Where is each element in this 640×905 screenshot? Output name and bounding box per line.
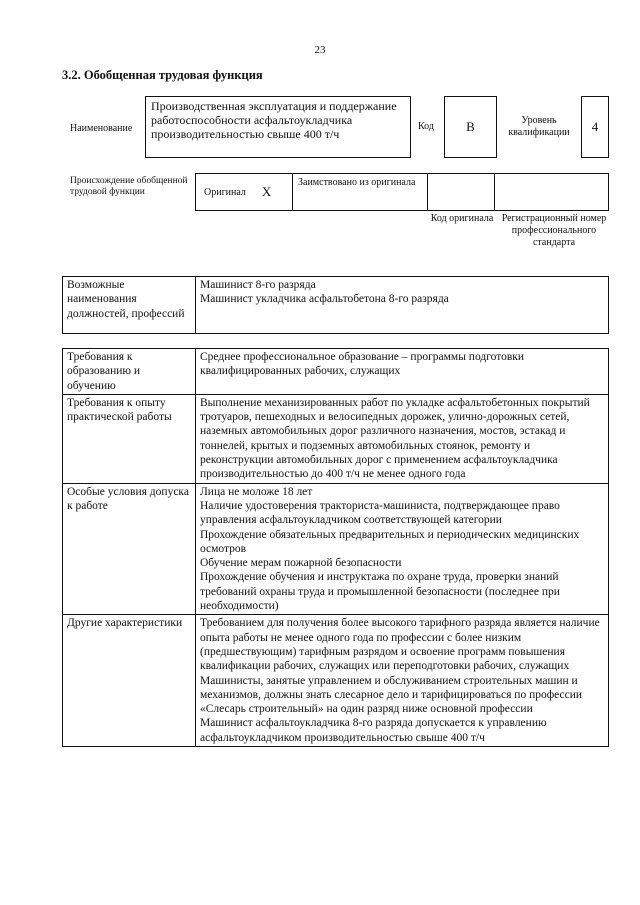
requirement-line: Прохождение обязательных предварительных и периодических медицинских осмотров — [200, 528, 580, 555]
requirement-line: Среднее профессиональное образование – программы подготовки квалифицированных рабочих, служащих — [200, 351, 525, 378]
origin-reg-cell — [495, 174, 608, 210]
origin-original-label: Оригинал — [204, 186, 246, 198]
code-value: B — [444, 96, 497, 158]
positions-table — [62, 276, 609, 334]
origin-original-mark: X — [261, 184, 272, 199]
positions-label: Возможные наименования должностей, профессий — [63, 277, 196, 334]
origin-original-cell — [196, 174, 293, 210]
level-label: Уровень квалификации — [508, 115, 570, 138]
origin-label: Происхождение обобщенной трудовой функции — [70, 176, 188, 197]
requirement-line: Выполнение механизированных работ по укладке асфальтобетонных покрытий тротуаров, пешеходных и велосипедных дорожек, улично-дорожных сетей, наземных автомобильных дорог различного назначения, мостов, эстакад и тоннелей, крытых и подземных автомобильных стоянок, ремонту и реконструкции автомобильных дорог с применением асфальтоукладчика производительностью до 400 т/ч не менее одного года — [200, 396, 590, 481]
section-title: 3.2. Обобщенная трудовая функция — [62, 68, 263, 82]
requirement-label: Требования к образованию и обучению — [63, 349, 196, 395]
name-value: Производственная эксплуатация и поддержание работоспособности асфальтоукладчика производительностью свыше 400 т/ч — [145, 96, 411, 158]
requirement-value — [196, 615, 609, 747]
position-item: Машинист 8-го разряда — [200, 279, 316, 291]
page-number: 23 — [314, 44, 326, 56]
requirement-row-experience — [63, 394, 609, 483]
origin-reg-label: Регистрационный номер профессионального стандарта — [501, 213, 607, 248]
requirement-line: Обучение мерам пожарной безопасности — [200, 557, 402, 570]
requirement-line: Требованием для получения более высокого тарифного разряда является наличие опыта работы не менее одного года по профессии с более низким (предшествующим) тарифным разрядом и освоение программ повышения квалификации рабочих, служащих или переподготовки рабочих, служащих — [200, 617, 600, 673]
positions-value — [196, 277, 609, 334]
position-item: Машинист укладчика асфальтобетона 8-го разряда — [200, 293, 449, 306]
requirement-label: Особые условия допуска к работе — [63, 483, 196, 615]
origin-row — [195, 173, 609, 211]
requirement-line: Лица не моложе 18 лет — [200, 485, 313, 498]
requirement-line: Прохождение обучения и инструктажа по охране труда, проверки знаний требований охраны труда и промышленной безопасности (последнее при необходимости) — [200, 571, 560, 613]
origin-code-cell — [428, 174, 495, 210]
requirement-line: Машинисты, занятые управлением и обслуживанием строительных машин и механизмов, должны знать слесарное дело и тарифицироваться по профессии «Слесарь строительный» на один разряд ниже основной профессии — [200, 674, 583, 716]
requirement-line: Наличие удостоверения тракториста-машиниста, подтверждающее право управления асфальтоукладчиком соответствующей категории — [200, 499, 560, 527]
requirement-value — [196, 394, 609, 483]
requirement-value — [196, 349, 609, 395]
requirement-label: Другие характеристики — [63, 615, 196, 747]
requirement-label: Требования к опыту практической работы — [63, 394, 196, 483]
requirements-table — [62, 348, 609, 747]
requirement-value — [196, 483, 609, 615]
requirement-row-other — [63, 615, 609, 747]
level-value: 4 — [581, 96, 609, 158]
requirement-row-special-conditions — [63, 483, 609, 615]
origin-code-label: Код оригинала — [430, 213, 494, 224]
requirement-line: Машинист асфальтоукладчика 8-го разряда допускается к управлению асфальтоукладчиком производительностью свыше 400 т/ч — [200, 717, 547, 744]
code-label: Код — [418, 121, 434, 132]
requirement-row-education — [63, 349, 609, 395]
positions-row — [63, 277, 609, 334]
origin-borrowed-label: Заимствовано из оригинала — [293, 174, 428, 210]
name-label: Наименование — [70, 123, 133, 134]
